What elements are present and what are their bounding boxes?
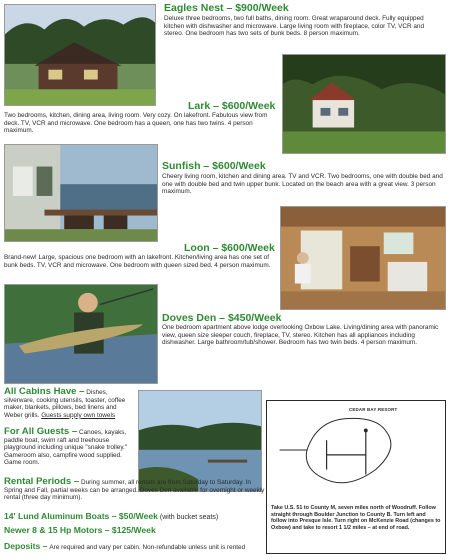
rental-periods-heading: Rental Periods – [4,476,80,487]
eagles-nest-title: Eagles Nest – $900/Week [164,2,289,14]
loon-photo [280,206,446,310]
loon-description: Brand-new! Large, spacious one bedroom with an lakefront. Kitchen/living area has one set of bunk beds. TV, VCR and microwave. One bedroom with queen sized bed. 4 person maximum. [4,254,271,269]
sunfish-title: Sunfish – $600/Week [162,160,266,172]
all-guests-section [4,428,134,467]
eagles-nest-photo [4,4,156,106]
fishing-photo [4,284,158,384]
all-cabins-heading: All Cabins Have – [4,386,85,397]
boats-label: 14' Lund Aluminum Boats – $50/Week [4,511,158,521]
motors-row [4,526,156,536]
deposits-row [4,542,266,552]
eagles-nest-description: Deluxe three bedrooms, two full baths, dining room. Great wraparound deck. Fully equipped kitchen with dishwasher and microwave. Large living room with fireplace, color TV, VCR and stereo. One bedroom has two sets of bunk beds. 8 person maximum. [164,15,425,38]
lark-title: Lark – $600/Week [188,100,276,112]
towels-note: Guests supply own towels [41,411,116,419]
directions-map [266,400,446,554]
boats-row [4,512,218,522]
sunfish-description: Cheery living room, kitchen and dining area. TV and VCR. Two bedrooms, one with double bed and one with double bed and twin upper bunk. Located on the beach area with a great view. 3 person maximum. [162,173,443,196]
all-cabins-text: Dishes, silverware, cooking utensils, toaster, coffee maker, blankets, pillows, bed linens and Weber grills. [4,389,126,419]
boats-note: (with bucket seats) [159,514,219,521]
deposits-heading: Deposits – [4,542,48,551]
map-label: CEDAR BAY RESORT [349,407,398,412]
lark-photo [282,54,446,154]
deposits-text: Are required and vary per cabin. Non-refundable unless unit is rented [49,544,246,551]
motors-label: Newer 8 & 15 Hp Motors – $125/Week [4,525,156,535]
all-guests-heading: For All Guests – [4,426,78,437]
rental-periods-section [4,478,266,502]
map-graphic [267,401,445,499]
sunfish-photo [4,144,158,242]
all-cabins-section [4,388,134,419]
map-directions: Take U.S. 51 to County M, seven miles north of Woodruff. Follow straight through Boulder Junction to County B. Turn left and follow into Presque Isle. Turn right on McKenzie Road (changes to Oxbow) and take to resort 1 1/2 miles – at end of road. [271,505,441,531]
rental-periods-text: During summer, all rentals are from Saturday to Saturday. In Spring and Fall, partial weeks can be arranged. Doves Den available for overnight or weekly rental (three day minimum). [4,479,265,502]
lark-description: Two bedrooms, kitchen, dining area, living room. Very cozy. On lakefront. Fabulous view from deck. TV, VCR and microwave. One bedroom has a queen, one has two twins. 4 person maximum. [4,112,268,135]
doves-den-description: One bedroom apartment above lodge overlooking Oxbow Lake. Living/dining area with panoramic view, queen size sleeper couch, fireplace, TV, stereo. Kitchen has all appliances including dishwasher. Large bathroom/tub/shower. Bedroom has two twin beds. 4 person maximum. [162,324,439,347]
all-guests-text: Canoes, kayaks, paddle boat, swim raft and treehouse playground including unique "snake trolley." Gameroom also, campfire wood supplied. Game room. [4,429,128,467]
lake-photo [138,390,262,492]
doves-den-title: Doves Den – $450/Week [162,312,282,324]
loon-title: Loon – $600/Week [184,242,275,254]
